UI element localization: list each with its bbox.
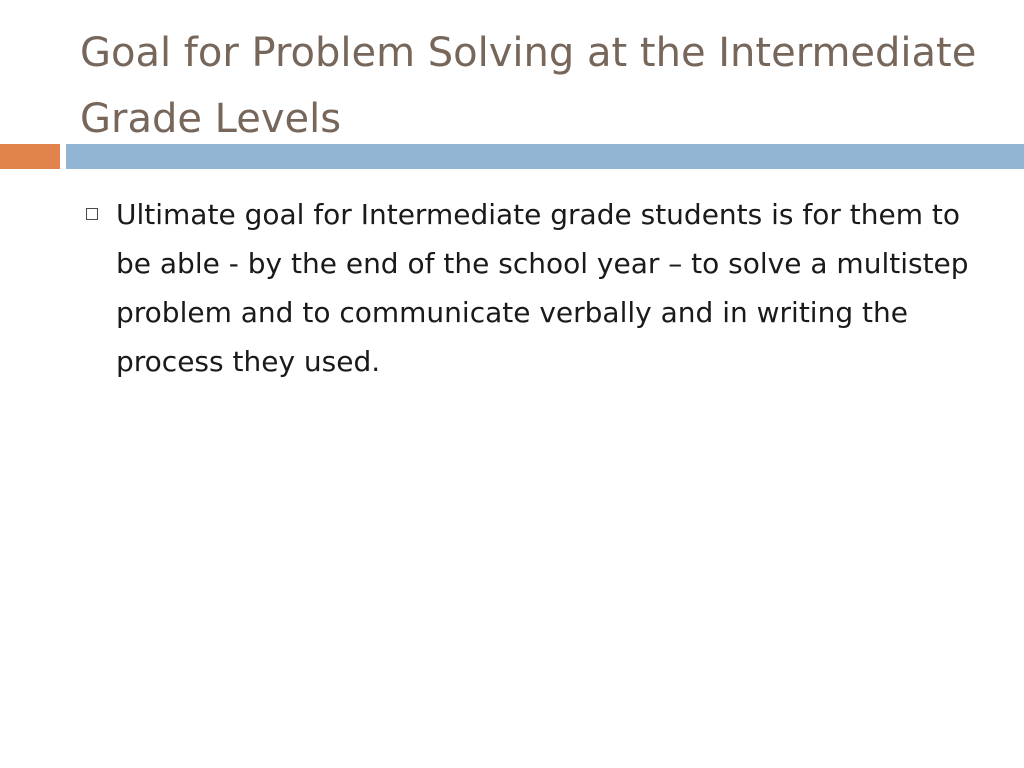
title-accent-bar xyxy=(0,144,60,169)
slide-title: Goal for Problem Solving at the Intermediate Grade Levels xyxy=(80,30,977,142)
bullet-list xyxy=(82,190,982,386)
bullet-text: Ultimate goal for Intermediate grade students is for them to be able - by the end of the school year – to solve a multistep problem and to communicate verbally and in writing the process they used. xyxy=(116,198,969,378)
hollow-square-bullet-icon xyxy=(86,208,98,220)
bullet-item xyxy=(82,190,982,386)
title-divider-bar xyxy=(66,144,1024,169)
